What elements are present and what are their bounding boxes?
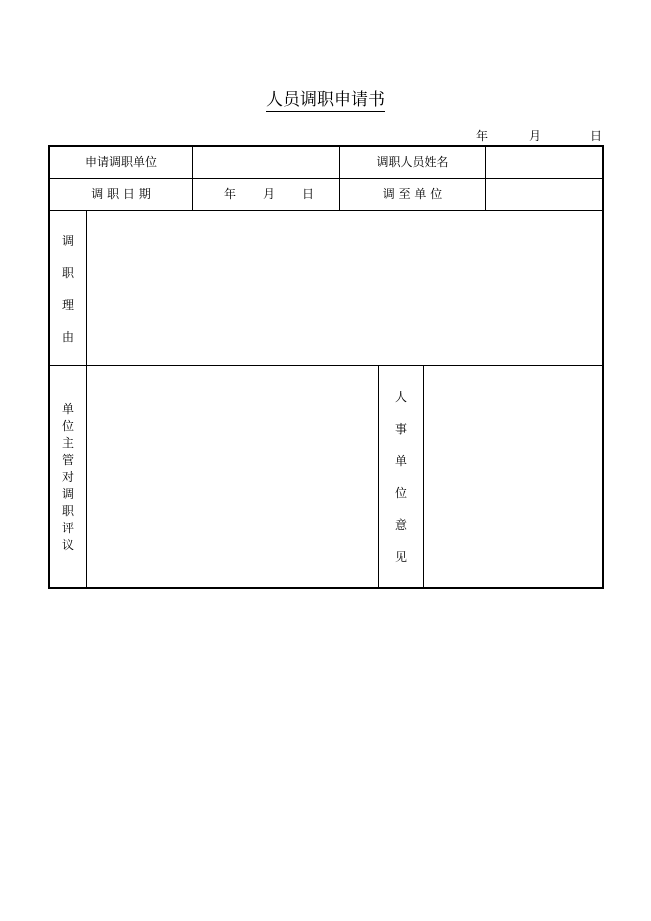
supervisor-label-char: 主 [61, 436, 74, 450]
supervisor-comment-label [58, 401, 78, 554]
supervisor-label-char: 单 [61, 402, 74, 416]
hr-label-char: 意 [394, 518, 407, 532]
hr-label-char: 单 [394, 454, 407, 468]
supervisor-label-char: 对 [61, 470, 74, 484]
supervisor-label-char: 职 [61, 504, 74, 518]
transfer-date-month: 月 [262, 187, 275, 201]
hr-label-char: 人 [394, 390, 407, 404]
reason-label-char: 调 [61, 234, 74, 248]
page-title-text: 人员调职申请书 [266, 90, 385, 110]
transfer-date-label: 调 职 日 期 [91, 187, 151, 201]
supervisor-label-char: 位 [61, 419, 74, 433]
header-day-label: 日 [590, 129, 603, 143]
hr-label-char: 位 [394, 486, 407, 500]
transfer-date-year: 年 [223, 187, 236, 201]
hr-opinion-field[interactable] [424, 366, 602, 587]
reason-label-char: 由 [61, 330, 74, 344]
apply-unit-label: 申请调职单位 [84, 155, 157, 169]
header-year-label: 年 [476, 129, 489, 143]
hr-opinion-label [391, 389, 411, 581]
reason-label-char: 理 [61, 298, 74, 312]
person-name-label: 调职人员姓名 [376, 155, 449, 169]
supervisor-label-char: 评 [61, 521, 74, 535]
reason-label [58, 233, 78, 361]
supervisor-label-char: 管 [61, 453, 74, 467]
reason-field[interactable] [87, 211, 602, 365]
apply-unit-field[interactable] [193, 154, 339, 170]
target-unit-label: 调 至 单 位 [382, 187, 443, 201]
hr-label-char: 事 [394, 422, 407, 436]
hr-col-divider-left [378, 365, 379, 587]
row-divider-1 [50, 178, 602, 179]
person-name-field[interactable] [486, 154, 602, 170]
supervisor-label-char: 议 [61, 538, 74, 552]
target-unit-field[interactable] [486, 186, 602, 202]
transfer-application-form [48, 145, 604, 589]
hr-label-char: 见 [394, 550, 407, 564]
transfer-date-day: 日 [301, 187, 314, 201]
header-month-label: 月 [529, 129, 542, 143]
supervisor-comment-field[interactable] [87, 366, 378, 587]
page-title [0, 89, 651, 111]
supervisor-label-char: 调 [61, 487, 74, 501]
reason-label-char: 职 [61, 266, 74, 280]
